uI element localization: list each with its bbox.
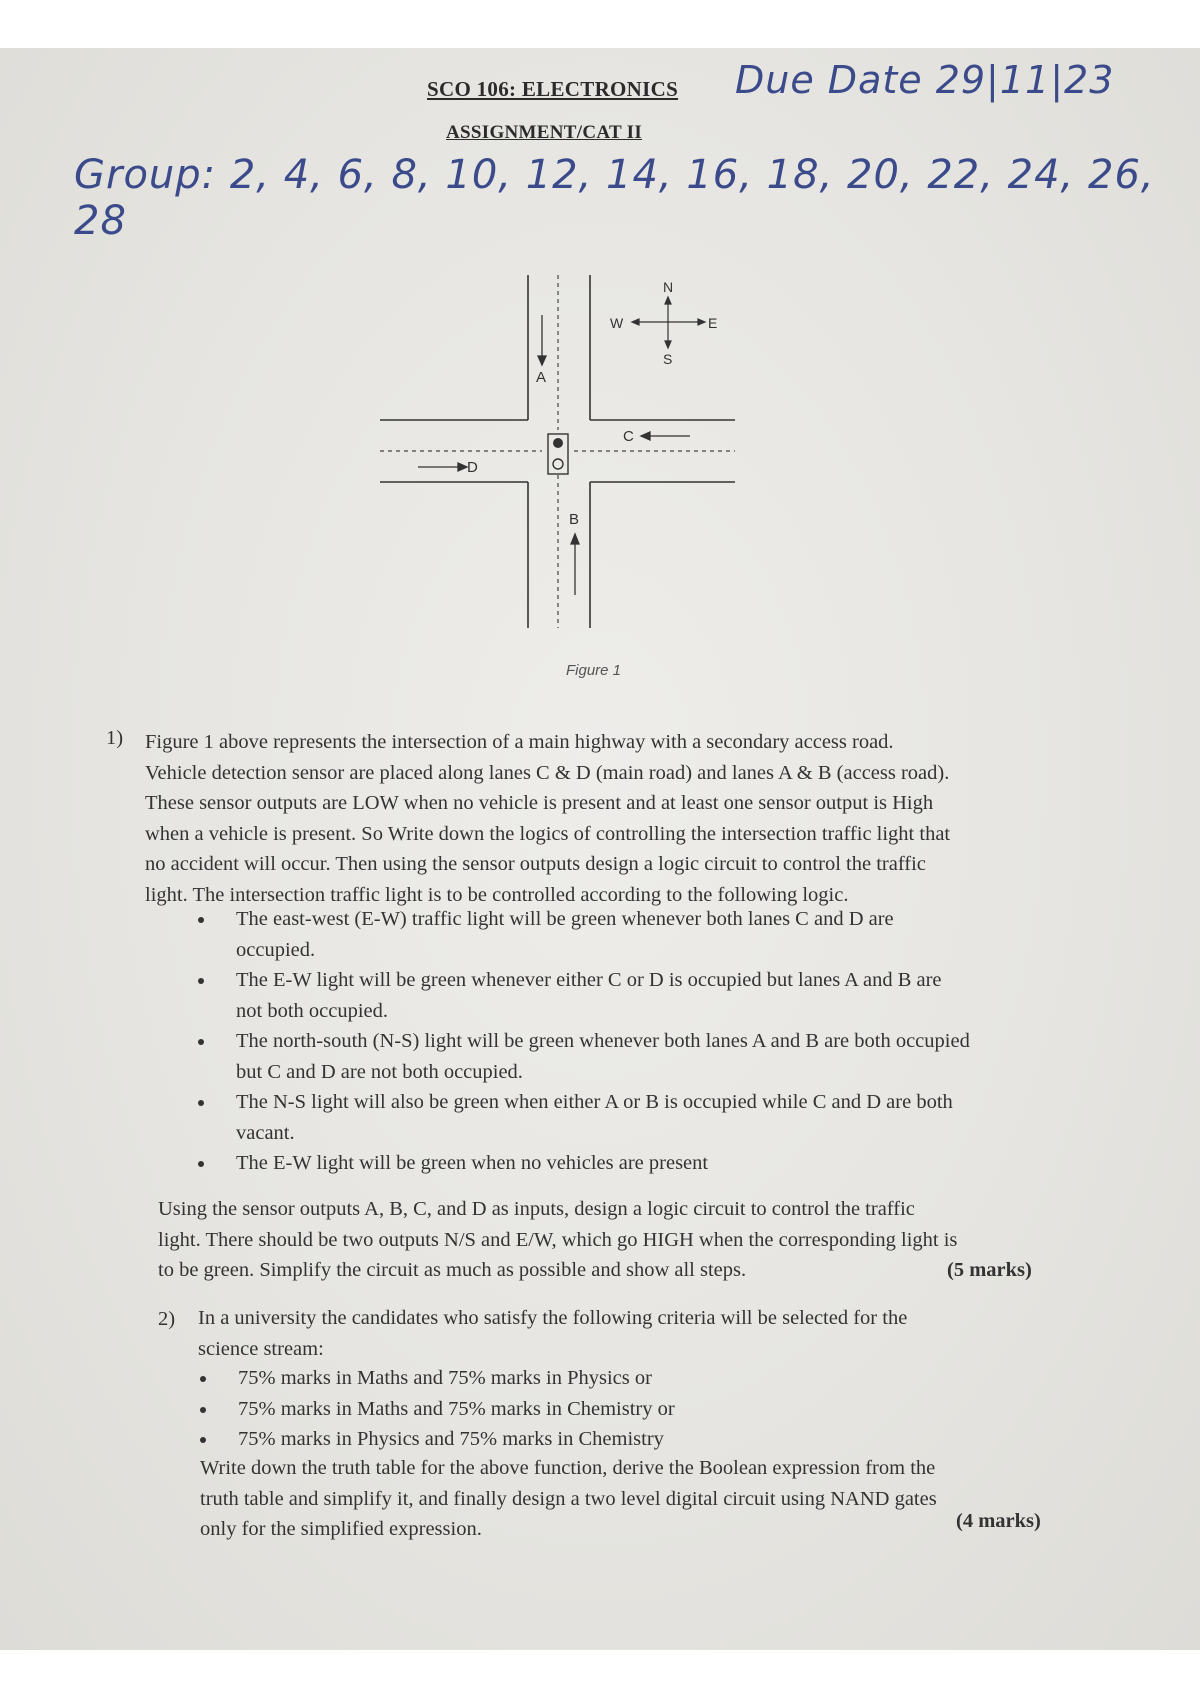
handwritten-group-list: Group: 2, 4, 6, 8, 10, 12, 14, 16, 18, 20, 22, 24, 26, 28 [74, 152, 1155, 244]
criteria-item: The E-W light will be green whenever either C or D is occupied but lanes A and B are not both occupied. [236, 965, 1136, 1026]
question-1-marks: (5 marks) [947, 1259, 1032, 1281]
q1-line: no accident will occur. Then using the sensor outputs design a logic circuit to control the traffic [145, 853, 926, 875]
lane-b-label: B [569, 511, 580, 528]
question-1-text [145, 727, 1135, 910]
lane-a-label: A [536, 369, 547, 386]
compass-rose [632, 297, 705, 348]
course-title: SCO 106: ELECTRONICS [427, 77, 679, 101]
question-1-instructions: Using the sensor outputs A, B, C, and D as inputs, design a logic circuit to control the traffic light. There should be two outputs N/S and E/W, which go HIGH when the corresponding light is to be green. Simplify the circuit as much as possible and show all steps. [158, 1198, 958, 1281]
q1-line: Figure 1 above represents the intersection of a main highway with a secondary access road. [145, 731, 894, 753]
handwritten-due-date: Due Date 29|11|23 [735, 58, 1115, 102]
question-2-instructions: Write down the truth table for the above function, derive the Boolean expression from the truth table and simplify it, and finally design a two level digital circuit using NAND gates only for the simplified expression. [200, 1457, 937, 1540]
question-2-marks: (4 marks) [956, 1510, 1041, 1532]
compass-north-label: N [663, 279, 674, 295]
criteria-item: 75% marks in Maths and 75% marks in Chemistry or [238, 1394, 1098, 1425]
traffic-light [548, 434, 568, 474]
q1-line: when a vehicle is present. So Write down the logics of controlling the intersection traffic light that [145, 822, 951, 845]
criteria-item: 75% marks in Physics and 75% marks in Chemistry [238, 1424, 1098, 1455]
compass-south-label: S [663, 351, 673, 367]
lane-c-label: C [623, 428, 634, 445]
question-1-number: 1) [106, 727, 124, 749]
criteria-item: The east-west (E-W) traffic light will be green whenever both lanes C and D are occupied. [236, 904, 1136, 965]
criteria-item: The E-W light will be green when no vehicles are present [236, 1148, 1136, 1179]
compass-west-label: W [610, 315, 624, 331]
question-1-criteria [236, 904, 1136, 1179]
criteria-item: 75% marks in Maths and 75% marks in Physics or [238, 1363, 1098, 1394]
assignment-subtitle: ASSIGNMENT/CAT II [446, 122, 643, 143]
question-2-criteria [238, 1363, 1098, 1455]
criteria-item: The north-south (N-S) light will be green whenever both lanes A and B are both occupied but C and D are not both occupied. [236, 1026, 1136, 1087]
compass-east-label: E [708, 315, 718, 331]
figure-caption: Figure 1 [566, 662, 622, 679]
q1-line: These sensor outputs are LOW when no vehicle is present and at least one sensor output is High [145, 792, 934, 814]
q1-line: Vehicle detection sensor are placed along lanes C & D (main road) and lanes A & B (access road). [145, 761, 950, 784]
question-2-number: 2) [158, 1308, 176, 1330]
question-2-intro: In a university the candidates who satisfy the following criteria will be selected for the science stream: [198, 1307, 908, 1360]
criteria-item: The N-S light will also be green when either A or B is occupied while C and D are both vacant. [236, 1087, 1136, 1148]
q1-line: light. The intersection traffic light is to be controlled according to the following logic. [145, 883, 849, 906]
lane-d-label: D [467, 459, 478, 476]
intersection-diagram [370, 270, 740, 640]
